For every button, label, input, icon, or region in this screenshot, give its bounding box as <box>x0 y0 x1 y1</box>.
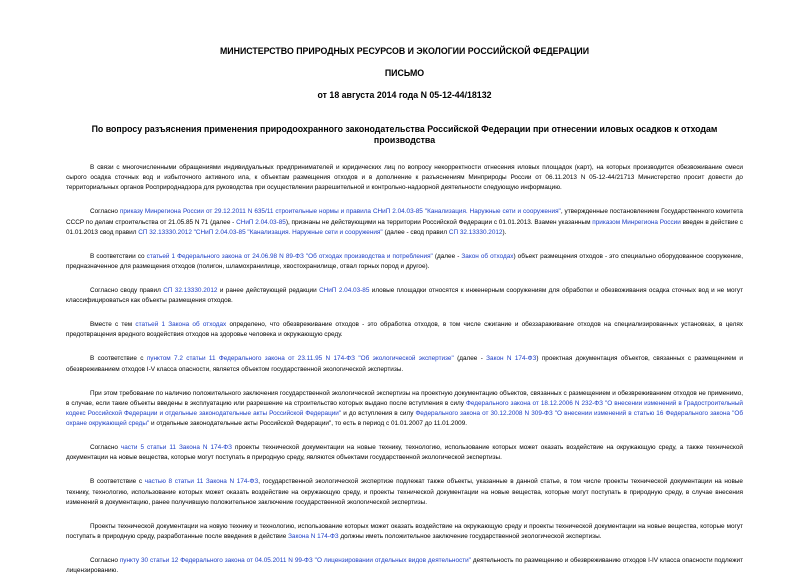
paragraph-text: , государственной экологической экспертизе подлежат также объекты, указанные в данной статье, в том числе проекты технической документации на новые технику, технологию, использование которых может оказать воздействие на окружающую среду, и проекты технической документации на новые вещества, которые могут поступать в природную среду, в случае внесения изменений в документацию, ранее получившую положительное заключение государственной экологической экспертизы. <box>66 478 743 506</box>
paragraph-text: В соответствии со <box>90 252 147 260</box>
paragraph <box>66 207 743 238</box>
paragraph-text: ), признаны не действующими на территории Российской Федерации с 01.01.2013. Взамен указанным <box>285 218 593 226</box>
paragraph <box>66 556 743 576</box>
document-body <box>66 163 743 576</box>
paragraph-text: деятельность по размещению и обезвреживанию отходов I-IV класса опасности подлежит лицензированию. <box>66 557 744 575</box>
document-link[interactable]: Федерального закона от 30.12.2008 N 309-ФЗ "О внесении изменений в статью 16 Федерального закона "Об охране окружающей среды" <box>66 410 744 428</box>
paragraph-text: В связи с многочисленными обращениями индивидуальных предпринимателей и юридических лиц по вопросу некорректности отнесения иловых площадок (карт), на которых производится обезвоживание смеси сырого осадка сточных вод и избыточного активного ила, к объектам размещения отходов и в дополнение к разъяснениям Минприроды России от 06.11.2013 N 05-12-44/21713 Министерство просит довести до территориальных органов Росприроднадзора для руководства при осуществлении разрешительной и контрольно-надзорной деятельности следующую информацию. <box>66 164 743 192</box>
document-type: ПИСЬМО <box>384 68 425 78</box>
document-link[interactable]: частью 8 статьи 11 Закона N 174-ФЗ <box>144 478 259 486</box>
paragraph <box>66 252 743 272</box>
paragraph-text: (далее - <box>453 355 487 363</box>
document-link[interactable]: части 5 статьи 11 Закона N 174-ФЗ <box>120 444 232 452</box>
paragraph-text: Согласно своду правил <box>90 287 164 295</box>
paragraph <box>66 354 743 374</box>
document-link[interactable]: статьей 1 Закона об отходах <box>135 321 227 329</box>
paragraph-text: иловые площадки относятся к инженерным сооружениям для обработки и обезвоживания осадка сточных вод и не могут классифицироваться как объекты размещения отходов. <box>66 287 743 305</box>
document-link[interactable]: Закон N 174-ФЗ <box>486 355 537 363</box>
paragraph-text: должны иметь положительное заключение государственной экологической экспертизы. <box>338 533 602 541</box>
document-date-number: от 18 августа 2014 года N 05-12-44/18132 <box>317 90 492 100</box>
document-link[interactable]: Закона N 174-ФЗ <box>288 533 339 541</box>
document-link[interactable]: СП 32.13330.2012 "СНиП 2.04.03-85 "Канализация. Наружные сети и сооружения" <box>138 228 383 236</box>
paragraph-text: , утвержденные постановлением Государственного комитета СССР по делам строительства от 21.05.85 N 71 (далее - <box>66 208 743 226</box>
paragraph-text: Согласно <box>90 557 120 565</box>
paragraph-text: и ранее действующей редакции <box>217 287 320 295</box>
document-link[interactable]: пункту 30 статьи 12 Федерального закона от 04.05.2011 N 99-ФЗ "О лицензировании отдельных видов деятельности" <box>119 557 471 565</box>
document-link[interactable]: статьей 1 Федерального закона от 24.06.98 N 89-ФЗ "Об отходах производства и потребления" <box>146 252 433 260</box>
paragraph-text: В соответствие с <box>90 478 145 486</box>
paragraph-text: В соответствие с <box>90 355 147 363</box>
paragraph-text: определено, что обезвреживание отходов - это обработка отходов, в том числе сжигание и обеззараживание отходов на специализированных установках, в целях предотвращения вредного воздействия отходов на здоровье человека и окружающую среду. <box>66 321 743 339</box>
paragraph <box>66 320 743 340</box>
paragraph <box>66 389 743 430</box>
document-link[interactable]: приказом Минрегиона России <box>592 218 681 226</box>
document-link[interactable]: СНиП 2.04.03-85 <box>236 218 286 226</box>
paragraph-text: и отдельные законодательные акты Российской Федерации", то есть в период с 01.01.2007 до 11.01.2009. <box>149 420 468 428</box>
paragraph <box>66 477 743 508</box>
paragraph <box>66 286 743 306</box>
document-link[interactable]: СП 32.13330.2012 <box>163 287 218 295</box>
paragraph <box>66 443 743 463</box>
document-link[interactable]: Закон об отходах <box>461 252 514 260</box>
paragraph-text: Вместе с тем <box>90 321 136 329</box>
document-link[interactable]: Федерального закона от 18.12.2006 N 232-ФЗ "О внесении изменений в Градостроительный кодекс Российской Федерации и отдельные законодательные акты Российской Федерации" <box>66 399 743 418</box>
paragraph-text: При этом требование по наличию положительного заключения государственной экологической экспертизы на проектную документацию объектов, связанных с размещением и обезвреживанием отходов не применимо, в случае, если такие объекты введены в эксплуатацию или разрешение на строительство которых выдано после вступления в силу <box>66 389 743 407</box>
paragraph-text: ). <box>502 228 507 236</box>
document-link[interactable]: пунктом 7.2 статьи 11 Федерального закона от 23.11.95 N 174-ФЗ "Об экологической экспертизе" <box>146 355 454 363</box>
paragraph-text: Согласно <box>90 444 121 452</box>
document-link[interactable]: СНиП 2.04.03-85 <box>319 287 370 295</box>
paragraph-text: (далее - свод правил <box>382 228 449 236</box>
paragraph-text: (далее - <box>432 252 462 260</box>
paragraph <box>66 522 743 542</box>
paragraph-text: введен в действие с 01.01.2013 свод правил <box>66 218 743 236</box>
paragraph <box>66 163 743 194</box>
paragraph-text: ) объект размещения отходов - это специально оборудованное сооружение, предназначенное для размещения отходов (полигон, шламохранилище, хвостохранилище, отвал горных пород и другое). <box>66 252 743 271</box>
paragraph-text: ) проектная документация объектов, связанных с размещением и обезвреживанием отходов I-V класса опасности, является объектом государственной экологической экспертизы. <box>66 355 743 373</box>
document-subject: По вопросу разъяснения применения природоохранного законодательства Российской Федерации при отнесении иловых осадков к отходам производства <box>91 124 718 145</box>
ministry-heading: МИНИСТЕРСТВО ПРИРОДНЫХ РЕСУРСОВ И ЭКОЛОГИИ РОССИЙСКОЙ ФЕДЕРАЦИИ <box>219 46 590 56</box>
document-link[interactable]: приказу Минрегиона России от 29.12.2011 N 635/11 строительные нормы и правила СНиП 2.04.03-85 "Канализация. Наружные сети и сооружения" <box>119 208 561 216</box>
paragraph-text: Согласно <box>90 208 120 216</box>
paragraph-text: и до вступления в силу <box>341 410 416 418</box>
paragraph-text: Проекты технической документации на новую технику и технологию, использование которых может оказать воздействие на окружающую среду и проекты технической документации на новые вещества, которые могут поступать в природную среду, разработанные после введения в действие <box>66 522 743 541</box>
document-link[interactable]: СП 32.13330.2012 <box>448 228 503 236</box>
paragraph-text: проекты технической документации на новые технику, технологию, использование которых может оказать воздействие на окружающую среду, а также технической документации на новые вещества, которые могут поступать в природную среду, являются объектами государственной экологической экспертизы. <box>66 444 743 462</box>
